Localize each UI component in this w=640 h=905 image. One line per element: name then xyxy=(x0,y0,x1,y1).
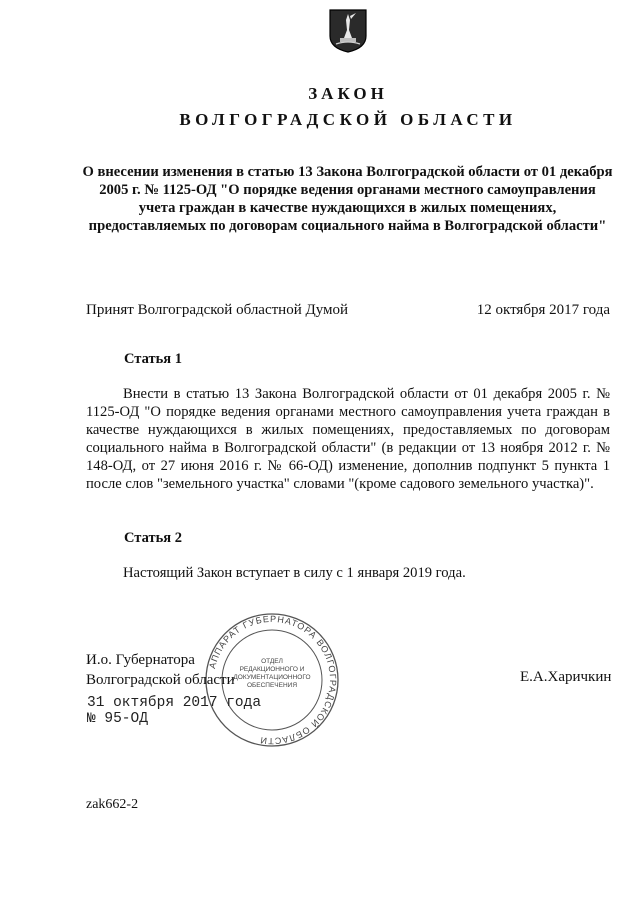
adoption-date: 12 октября 2017 года xyxy=(476,302,610,318)
registration-date: 31 октября 2017 года xyxy=(87,695,262,711)
law-subtitle: О внесении изменения в статью 13 Закона Волгоградской области от 01 декабря 2005 г. № 1125-ОД "О порядке ведения органами местного самоуправления учета граждан в качестве нуждающихся в жилых помещениях, предоставляемых по договорам социального найма в Волгоградской области" xyxy=(82,164,613,234)
registration-number: № 95-ОД xyxy=(87,711,148,727)
seal-inner-text: ОТДЕЛ РЕДАКЦИОННОГО И ДОКУМЕНТАЦИОННОГО ОБЕСПЕЧЕНИЯ xyxy=(233,658,311,689)
region-title: ВОЛГОГРАДСКОЙ ОБЛАСТИ xyxy=(179,110,517,129)
article-1-heading: Статья 1 xyxy=(124,351,182,367)
signatory-title-line1: И.о. Губернатора xyxy=(86,652,195,668)
seal-outer-text: АППАРАТ ГУБЕРНАТОРА ВОЛГОГРАДСКОЙ ОБЛАСТИ xyxy=(207,613,339,747)
signatory-title-line2: Волгоградской области xyxy=(86,672,235,688)
signatory-title xyxy=(86,650,235,690)
registration-stamp xyxy=(87,695,261,727)
law-title: ЗАКОН xyxy=(308,84,388,103)
article-1-text: Внести в статью 13 Закона Волгоградской области от 01 декабря 2005 г. № 1125-ОД "О порядке ведения органами местного самоуправления учета граждан в качестве нуждающихся в жилых помещениях, предоставляемых по договорам социального найма в Волгоградской области" (в редакции от 13 ноября 2012 г. № 148-ОД, от 27 июня 2016 г. № 66-ОД) изменение, дополнив подпункт 5 пункта 1 после слов "земельного участка" словами "(кроме садового земельного участка)". xyxy=(86,386,610,492)
adoption-text: Принят Волгоградской областной Думой xyxy=(86,302,349,318)
adoption-line xyxy=(86,302,610,319)
volgograd-coat-of-arms-icon xyxy=(328,8,368,54)
article-2-heading: Статья 2 xyxy=(124,530,182,546)
article-2-text: Настоящий Закон вступает в силу с 1 января 2019 года. xyxy=(123,565,466,581)
signatory-name: Е.А.Харичкин xyxy=(520,669,612,685)
document-code: zak662-2 xyxy=(86,797,139,812)
